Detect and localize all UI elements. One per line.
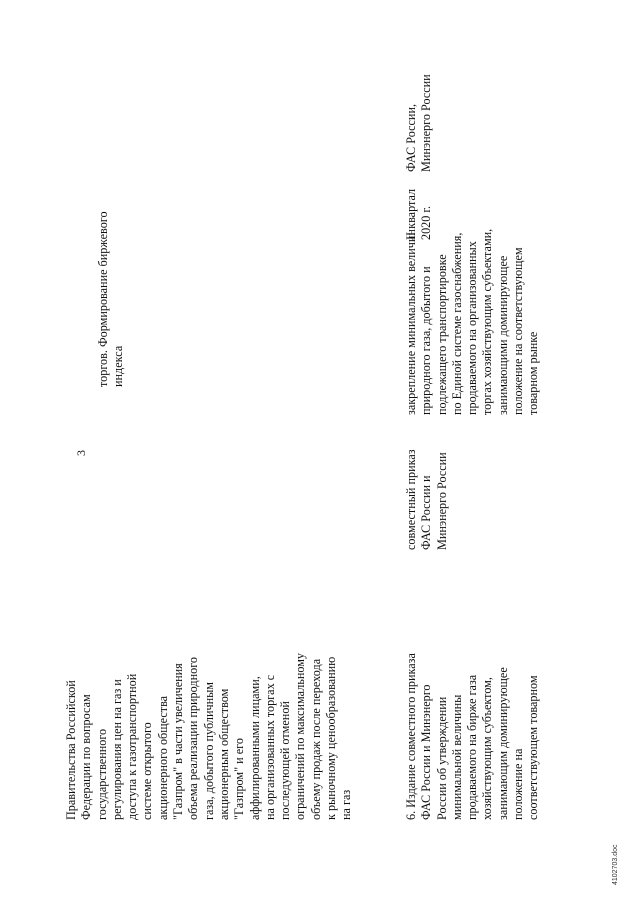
row1-result-text <box>96 172 127 387</box>
text-line: положение на <box>511 748 526 820</box>
text-line: аффилированными лицами, <box>247 676 262 820</box>
text-line: соответствующем товарном <box>526 675 541 820</box>
text-line: Минэнерго России <box>434 452 449 550</box>
text-line: товарном рынке <box>526 331 541 415</box>
text-line: ограничений по максимальному <box>293 652 308 820</box>
text-line: системе открытого <box>140 722 155 820</box>
text-line: к рыночному ценообразованию <box>324 656 339 820</box>
text-line: II квартал <box>404 188 418 240</box>
text-line: ФАС России и <box>419 475 434 550</box>
text-line: Правительства Российской <box>64 680 78 820</box>
text-line: природного газа, добытого и <box>419 266 434 415</box>
text-line: занимающими доминирующее <box>495 255 510 415</box>
text-line: на организованных торгах с <box>262 674 277 820</box>
text-line: хозяйствующим субъектом, <box>480 677 495 820</box>
text-line: акционерного общества <box>155 695 170 820</box>
text-line: минимальной величины <box>449 694 464 820</box>
text-line: на газ <box>339 789 354 820</box>
page-number: 3 <box>74 450 88 456</box>
text-line: газа, добытого публичным <box>201 681 216 820</box>
text-line: России об утверждении <box>434 696 449 820</box>
text-line: 2020 г. <box>419 205 434 240</box>
text-line: объему продаж после перехода <box>308 658 323 820</box>
text-line: индекса <box>111 345 126 387</box>
text-line: торгах хозяйствующим субъектами, <box>480 228 495 415</box>
row1-measure-text <box>64 605 355 820</box>
text-line: положение на соответствующем <box>511 247 526 415</box>
text-line: 6. Издание совместного приказа <box>404 653 418 820</box>
text-line: торгов. Формирование биржевого <box>96 211 110 387</box>
document-id: 4102703.doc <box>612 844 619 885</box>
text-line: доступа к газотранспортной <box>125 673 140 820</box>
text-line: Минэнерго России <box>419 74 434 172</box>
text-line: ФАС России, <box>404 103 418 172</box>
text-line: последующей отменой <box>278 701 293 820</box>
row2-measure-text <box>404 605 542 820</box>
text-line: акционерным обществом <box>216 688 231 820</box>
text-line: Федерации по вопросам <box>79 694 94 820</box>
text-line: "Газпром" в части увеличения <box>171 663 186 820</box>
text-line: "Газпром" и его <box>232 738 247 820</box>
text-line: занимающим доминирующее <box>495 667 510 820</box>
text-line: регулирования цен на газ и <box>109 679 124 820</box>
text-line: продаваемого на организованных <box>465 241 480 415</box>
text-line: по Единой системе газоснабжения, <box>449 232 464 415</box>
text-line: закрепление минимальных величин <box>404 229 418 415</box>
text-line: совместный приказ <box>404 449 418 550</box>
row2-responsible <box>404 12 435 172</box>
text-line: государственного <box>94 728 109 820</box>
text-line: объема реализации природного <box>186 657 201 820</box>
text-line: продаваемого на бирже газа <box>465 674 480 820</box>
text-line: ФАС России и Минэнерго <box>419 684 434 820</box>
text-line: подлежащего транспортировке <box>434 254 449 415</box>
